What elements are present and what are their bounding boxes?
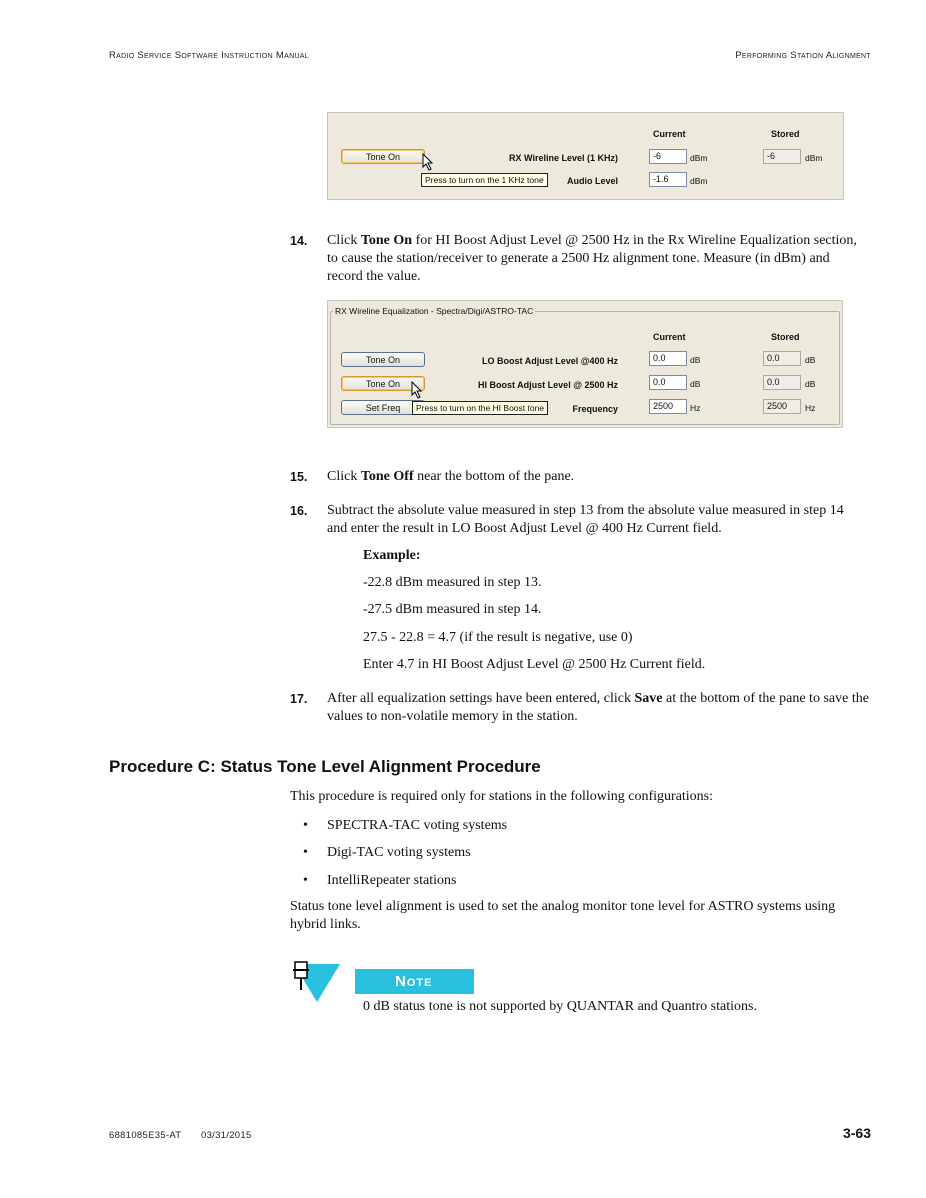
lo-boost-current-field[interactable]: 0.0 — [649, 351, 687, 366]
screenshot-rx-wireline — [327, 112, 844, 200]
rx-wireline-level-label: RX Wireline Level (1 KHz) — [509, 153, 618, 163]
set-freq-button[interactable]: Set Freq — [341, 400, 425, 415]
step-14-text: Click Tone On for HI Boost Adjust Level @ 2500 Hz in the Rx Wireline Equalization section, to cause the station/receiver to generate a 2500 Hz alignment tone. Measure (in dBm) and record the value. — [327, 233, 857, 284]
hi-boost-tooltip: Press to turn on the HI Boost tone — [412, 401, 548, 415]
example-line: Enter 4.7 in HI Boost Adjust Level @ 2500 Hz Current field. — [363, 657, 706, 672]
frequency-current-field[interactable]: 2500 — [649, 399, 687, 414]
equalization-group-legend: RX Wireline Equalization - Spectra/Digi/ASTRO-TAC — [335, 306, 534, 316]
lo-boost-tone-on-button[interactable]: Tone On — [341, 352, 425, 367]
step-17-text: After all equalization settings have been entered, click Save at the bottom of the pane to save the values to non-volatile memory in the station. — [327, 691, 869, 724]
rx-wireline-stored-field: -6 — [763, 149, 801, 164]
example-label: Example: — [363, 548, 421, 563]
frequency-stored-unit: Hz — [805, 403, 816, 413]
rx-wireline-current-unit: dBm — [690, 153, 708, 163]
step-17-number: 17. — [290, 692, 308, 706]
hi-boost-tone-on-button[interactable]: Tone On — [341, 376, 425, 391]
step-14-number: 14. — [290, 234, 308, 248]
header-section-title: Performing Station Alignment — [735, 50, 871, 61]
column-current-header: Current — [653, 332, 686, 342]
audio-level-label: Audio Level — [566, 176, 618, 186]
mouse-cursor-icon — [411, 381, 423, 399]
audio-level-current-field[interactable]: -1.6 — [649, 172, 687, 187]
hi-boost-label: HI Boost Adjust Level @ 2500 Hz — [478, 380, 618, 390]
procedure-c-heading: Procedure C: Status Tone Level Alignment Procedure — [109, 757, 541, 776]
list-item: SPECTRA-TAC voting systems — [327, 818, 508, 833]
note-title-bar: Note — [355, 969, 474, 994]
frequency-label: Frequency — [572, 404, 618, 414]
column-current-header: Current — [653, 129, 686, 139]
step-15-number: 15. — [290, 470, 308, 484]
example-line: -22.8 dBm measured in step 13. — [363, 575, 542, 590]
bullet-icon: • — [303, 818, 308, 833]
footer-date: 03/31/2015 — [201, 1130, 252, 1141]
hi-boost-stored-unit: dB — [805, 379, 816, 389]
list-item: IntelliRepeater stations — [327, 873, 457, 888]
step-15-text: Click Tone Off near the bottom of the pane. — [327, 469, 575, 484]
tone-on-tooltip: Press to turn on the 1 KHz tone — [421, 173, 548, 187]
rx-wireline-stored-unit: dBm — [805, 153, 823, 163]
lo-boost-current-unit: dB — [690, 355, 701, 365]
rx-wireline-current-field[interactable]: -6 — [649, 149, 687, 164]
screenshot-rx-equalization — [327, 300, 843, 428]
frequency-current-unit: Hz — [690, 403, 701, 413]
bullet-icon: • — [303, 873, 308, 888]
note-pushpin-icon — [288, 960, 342, 1004]
example-line: 27.5 - 22.8 = 4.7 (if the result is negative, use 0) — [363, 630, 633, 645]
example-line: -27.5 dBm measured in step 14. — [363, 602, 542, 617]
column-stored-header: Stored — [771, 332, 800, 342]
tone-on-button[interactable]: Tone On — [341, 149, 425, 164]
column-stored-header: Stored — [771, 129, 800, 139]
hi-boost-current-field[interactable]: 0.0 — [649, 375, 687, 390]
hi-boost-current-unit: dB — [690, 379, 701, 389]
step-16-number: 16. — [290, 504, 308, 518]
step-16-text: Subtract the absolute value measured in step 13 from the absolute value measured in step 14 and enter the result in LO Boost Adjust Level @ 400 Hz Current field. — [327, 503, 844, 536]
footer-page-number: 3-63 — [842, 1125, 871, 1141]
note-text: 0 dB status tone is not supported by QUANTAR and Quantro stations. — [363, 999, 757, 1014]
hi-boost-stored-field: 0.0 — [763, 375, 801, 390]
footer-doc-number: 6881085E35-AT — [109, 1130, 182, 1141]
frequency-stored-field: 2500 — [763, 399, 801, 414]
procedure-c-paragraph: Status tone level alignment is used to set the analog monitor tone level for ASTRO systems using hybrid links. — [290, 899, 836, 932]
mouse-cursor-icon — [422, 153, 434, 171]
lo-boost-stored-field: 0.0 — [763, 351, 801, 366]
header-manual-title: Radio Service Software Instruction Manual — [109, 50, 309, 61]
audio-level-current-unit: dBm — [690, 176, 708, 186]
lo-boost-stored-unit: dB — [805, 355, 816, 365]
list-item: Digi-TAC voting systems — [327, 845, 471, 860]
lo-boost-label: LO Boost Adjust Level @400 Hz — [482, 356, 618, 366]
procedure-c-intro: This procedure is required only for stations in the following configurations: — [290, 789, 714, 804]
bullet-icon: • — [303, 845, 308, 860]
